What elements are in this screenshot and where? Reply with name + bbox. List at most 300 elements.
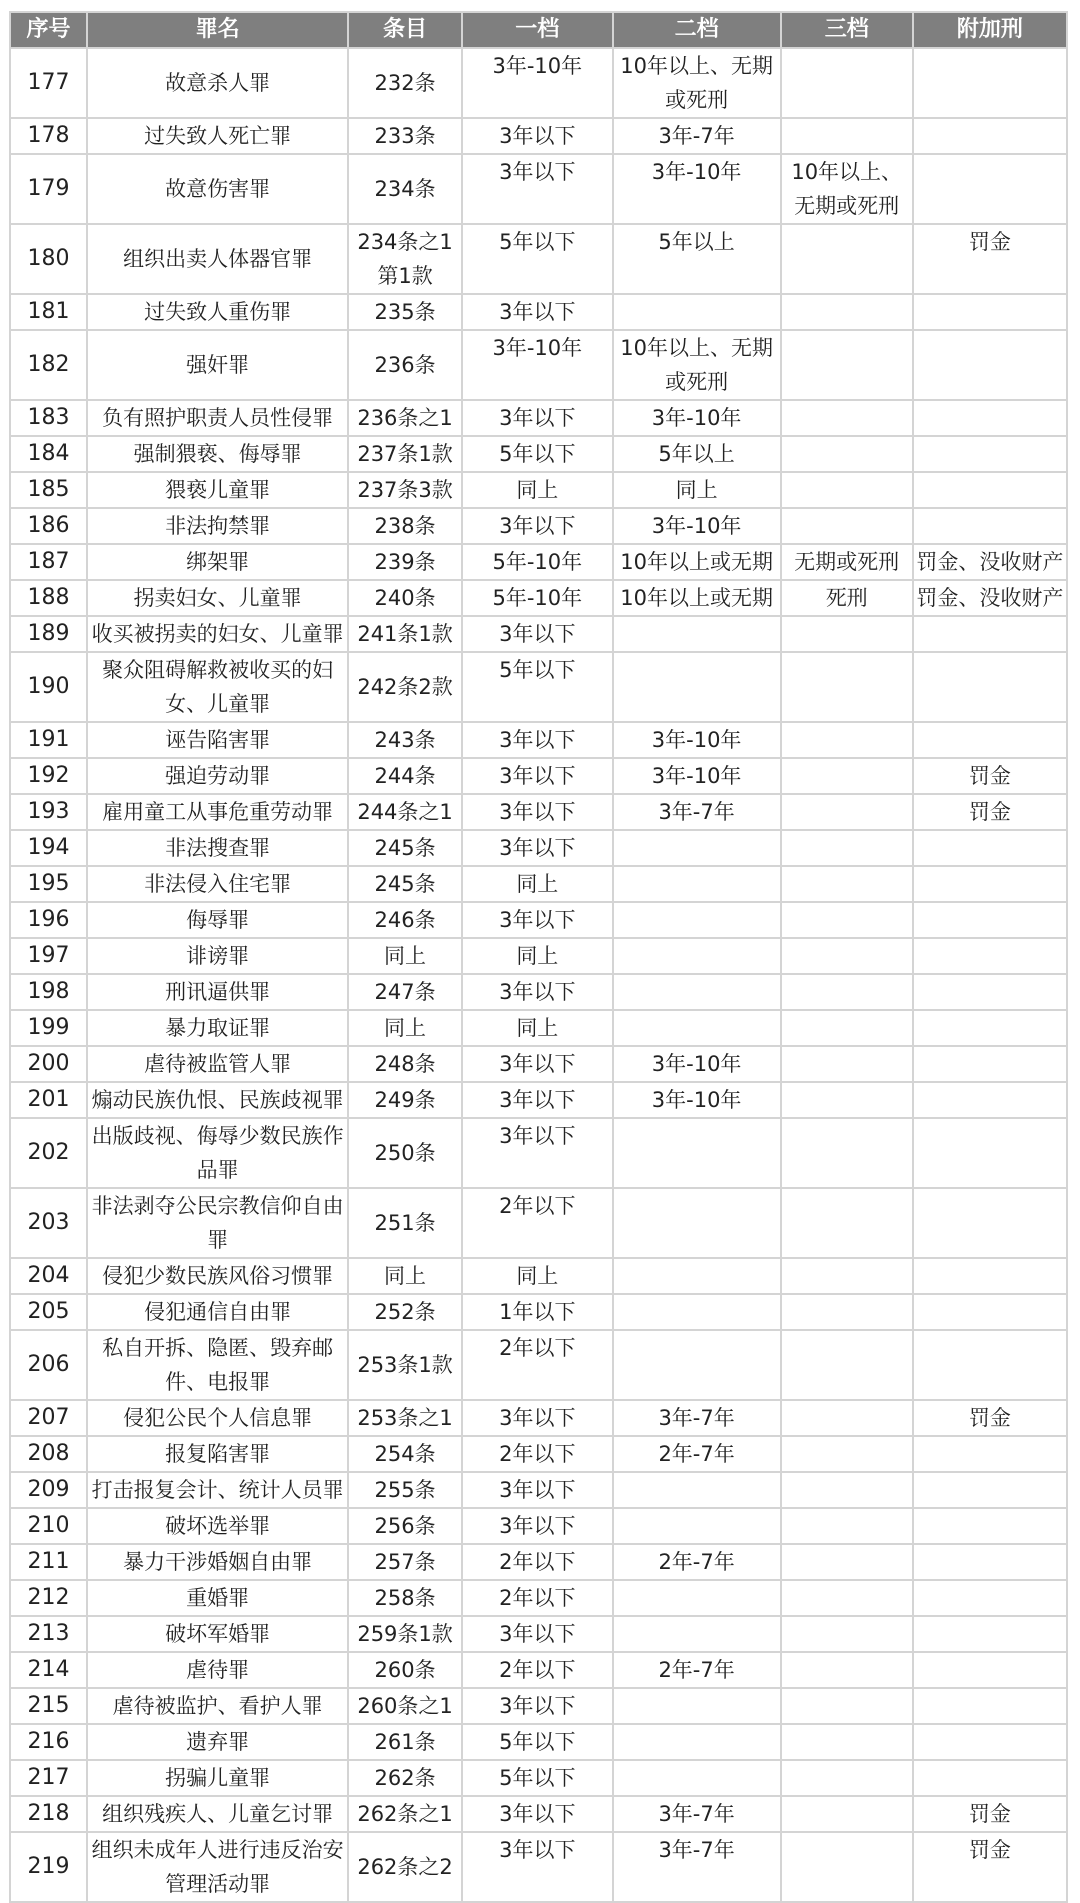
cell-tier-3	[781, 224, 913, 294]
cell-tier-2: 3年-10年	[613, 154, 781, 224]
table-row	[10, 1544, 1067, 1580]
cell-index: 181	[10, 294, 87, 330]
cell-index: 188	[10, 580, 87, 616]
table-row	[10, 830, 1067, 866]
cell-additional-penalty	[913, 1544, 1067, 1580]
cell-additional-penalty	[913, 1724, 1067, 1760]
cell-additional-penalty	[913, 436, 1067, 472]
cell-crime-name: 私自开拆、隐匿、毁弃邮件、电报罪	[87, 1330, 348, 1400]
cell-tier-1: 3年以下	[462, 1118, 613, 1188]
cell-additional-penalty	[913, 294, 1067, 330]
cell-tier-3	[781, 974, 913, 1010]
cell-article: 253条之1	[348, 1400, 462, 1436]
header-crime-name: 罪名	[87, 12, 348, 48]
cell-article: 239条	[348, 544, 462, 580]
cell-additional-penalty	[913, 1436, 1067, 1472]
cell-article: 同上	[348, 938, 462, 974]
table-row	[10, 1294, 1067, 1330]
cell-tier-1: 同上	[462, 1010, 613, 1046]
table-row	[10, 938, 1067, 974]
cell-tier-1: 3年以下	[462, 974, 613, 1010]
cell-tier-3	[781, 1688, 913, 1724]
cell-index: 219	[10, 1832, 87, 1902]
cell-tier-2	[613, 1580, 781, 1616]
cell-crime-name: 侮辱罪	[87, 902, 348, 938]
cell-tier-3: 死刑	[781, 580, 913, 616]
table-row	[10, 794, 1067, 830]
cell-tier-1: 5年以下	[462, 224, 613, 294]
cell-tier-2	[613, 830, 781, 866]
table-row	[10, 1760, 1067, 1796]
cell-additional-penalty	[913, 974, 1067, 1010]
cell-tier-3	[781, 652, 913, 722]
cell-tier-2: 3年-10年	[613, 508, 781, 544]
cell-additional-penalty	[913, 330, 1067, 400]
cell-additional-penalty: 罚金	[913, 1796, 1067, 1832]
cell-tier-3	[781, 1796, 913, 1832]
cell-tier-3	[781, 616, 913, 652]
cell-additional-penalty	[913, 118, 1067, 154]
cell-article: 255条	[348, 1472, 462, 1508]
cell-additional-penalty	[913, 938, 1067, 974]
cell-additional-penalty	[913, 1580, 1067, 1616]
cell-crime-name: 故意杀人罪	[87, 48, 348, 118]
cell-tier-2	[613, 866, 781, 902]
cell-tier-3	[781, 48, 913, 118]
cell-tier-3	[781, 938, 913, 974]
cell-crime-name: 绑架罪	[87, 544, 348, 580]
cell-crime-name: 暴力干涉婚姻自由罪	[87, 1544, 348, 1580]
table-body	[10, 48, 1067, 1902]
cell-tier-2: 2年-7年	[613, 1436, 781, 1472]
header-tier-3: 三档	[781, 12, 913, 48]
cell-tier-3	[781, 1472, 913, 1508]
table-row	[10, 758, 1067, 794]
cell-additional-penalty	[913, 830, 1067, 866]
table-row	[10, 974, 1067, 1010]
cell-tier-2: 同上	[613, 472, 781, 508]
cell-tier-2	[613, 1294, 781, 1330]
cell-article: 253条1款	[348, 1330, 462, 1400]
cell-crime-name: 拐卖妇女、儿童罪	[87, 580, 348, 616]
cell-crime-name: 暴力取证罪	[87, 1010, 348, 1046]
cell-index: 198	[10, 974, 87, 1010]
cell-tier-3	[781, 472, 913, 508]
table-row	[10, 1688, 1067, 1724]
header-additional-penalty: 附加刑	[913, 12, 1067, 48]
cell-tier-2: 5年以上	[613, 224, 781, 294]
cell-crime-name: 强迫劳动罪	[87, 758, 348, 794]
cell-index: 210	[10, 1508, 87, 1544]
cell-additional-penalty	[913, 1616, 1067, 1652]
cell-tier-2	[613, 1688, 781, 1724]
cell-additional-penalty	[913, 1294, 1067, 1330]
cell-tier-2: 3年-7年	[613, 1796, 781, 1832]
cell-article: 262条	[348, 1760, 462, 1796]
cell-additional-penalty	[913, 1472, 1067, 1508]
cell-tier-2	[613, 1188, 781, 1258]
cell-tier-1: 2年以下	[462, 1330, 613, 1400]
cell-article: 259条1款	[348, 1616, 462, 1652]
cell-crime-name: 拐骗儿童罪	[87, 1760, 348, 1796]
cell-index: 180	[10, 224, 87, 294]
cell-tier-3	[781, 1330, 913, 1400]
cell-article: 242条2款	[348, 652, 462, 722]
cell-index: 214	[10, 1652, 87, 1688]
cell-article: 243条	[348, 722, 462, 758]
cell-tier-1: 2年以下	[462, 1436, 613, 1472]
table-row	[10, 48, 1067, 118]
cell-tier-3	[781, 1400, 913, 1436]
cell-crime-name: 侵犯少数民族风俗习惯罪	[87, 1258, 348, 1294]
cell-tier-2: 5年以上	[613, 436, 781, 472]
cell-tier-1: 3年以下	[462, 400, 613, 436]
header-tier-1: 一档	[462, 12, 613, 48]
cell-crime-name: 非法侵入住宅罪	[87, 866, 348, 902]
table-row	[10, 118, 1067, 154]
cell-tier-3	[781, 1724, 913, 1760]
table-row	[10, 652, 1067, 722]
cell-article: 236条	[348, 330, 462, 400]
cell-article: 237条3款	[348, 472, 462, 508]
cell-additional-penalty	[913, 48, 1067, 118]
cell-crime-name: 出版歧视、侮辱少数民族作品罪	[87, 1118, 348, 1188]
cell-tier-1: 3年以下	[462, 294, 613, 330]
table-row	[10, 866, 1067, 902]
cell-article: 262条之2	[348, 1832, 462, 1902]
cell-article: 234条	[348, 154, 462, 224]
cell-index: 207	[10, 1400, 87, 1436]
cell-tier-2	[613, 1472, 781, 1508]
table-row	[10, 1472, 1067, 1508]
cell-tier-2: 10年以上或无期	[613, 580, 781, 616]
table-row	[10, 544, 1067, 580]
table-row	[10, 400, 1067, 436]
cell-tier-3	[781, 1118, 913, 1188]
cell-index: 179	[10, 154, 87, 224]
cell-tier-1: 3年以下	[462, 154, 613, 224]
cell-tier-3	[781, 794, 913, 830]
cell-additional-penalty	[913, 722, 1067, 758]
cell-tier-1: 3年以下	[462, 1688, 613, 1724]
cell-crime-name: 刑讯逼供罪	[87, 974, 348, 1010]
table-row	[10, 330, 1067, 400]
cell-tier-3	[781, 1652, 913, 1688]
cell-tier-3	[781, 1544, 913, 1580]
cell-tier-2: 3年-7年	[613, 1832, 781, 1902]
cell-tier-1: 3年以下	[462, 1400, 613, 1436]
cell-tier-3	[781, 1832, 913, 1902]
table-row	[10, 1118, 1067, 1188]
cell-article: 235条	[348, 294, 462, 330]
cell-article: 248条	[348, 1046, 462, 1082]
cell-tier-1: 同上	[462, 1258, 613, 1294]
cell-article: 257条	[348, 1544, 462, 1580]
cell-tier-2	[613, 294, 781, 330]
cell-tier-2: 10年以上或无期	[613, 544, 781, 580]
cell-crime-name: 故意伤害罪	[87, 154, 348, 224]
cell-tier-1: 3年以下	[462, 1796, 613, 1832]
cell-crime-name: 打击报复会计、统计人员罪	[87, 1472, 348, 1508]
cell-tier-2	[613, 1724, 781, 1760]
cell-tier-3: 无期或死刑	[781, 544, 913, 580]
cell-tier-3	[781, 1760, 913, 1796]
cell-tier-3	[781, 436, 913, 472]
cell-article: 245条	[348, 830, 462, 866]
cell-crime-name: 遗弃罪	[87, 1724, 348, 1760]
cell-tier-1: 3年以下	[462, 1082, 613, 1118]
header-article: 条目	[348, 12, 462, 48]
cell-tier-3	[781, 1616, 913, 1652]
cell-tier-3	[781, 1046, 913, 1082]
cell-crime-name: 虐待被监护、看护人罪	[87, 1688, 348, 1724]
table-row	[10, 1724, 1067, 1760]
cell-crime-name: 重婚罪	[87, 1580, 348, 1616]
cell-index: 183	[10, 400, 87, 436]
cell-tier-1: 2年以下	[462, 1188, 613, 1258]
cell-crime-name: 破坏选举罪	[87, 1508, 348, 1544]
cell-index: 199	[10, 1010, 87, 1046]
cell-crime-name: 强制猥亵、侮辱罪	[87, 436, 348, 472]
cell-tier-3	[781, 1294, 913, 1330]
cell-index: 191	[10, 722, 87, 758]
cell-article: 244条	[348, 758, 462, 794]
cell-tier-3	[781, 1010, 913, 1046]
cell-tier-1: 3年以下	[462, 758, 613, 794]
cell-tier-1: 5年以下	[462, 1760, 613, 1796]
cell-tier-1: 同上	[462, 472, 613, 508]
cell-tier-3	[781, 866, 913, 902]
cell-additional-penalty: 罚金	[913, 1400, 1067, 1436]
cell-tier-1: 3年以下	[462, 1472, 613, 1508]
table-row	[10, 616, 1067, 652]
cell-crime-name: 虐待罪	[87, 1652, 348, 1688]
cell-article: 244条之1	[348, 794, 462, 830]
table-row	[10, 1400, 1067, 1436]
header-index: 序号	[10, 12, 87, 48]
cell-article: 254条	[348, 1436, 462, 1472]
table-row	[10, 1508, 1067, 1544]
cell-crime-name: 雇用童工从事危重劳动罪	[87, 794, 348, 830]
table-row	[10, 1616, 1067, 1652]
cell-index: 215	[10, 1688, 87, 1724]
cell-tier-1: 3年以下	[462, 1616, 613, 1652]
table-header	[10, 12, 1067, 48]
cell-tier-1: 3年以下	[462, 1832, 613, 1902]
table-row	[10, 224, 1067, 294]
cell-article: 241条1款	[348, 616, 462, 652]
cell-tier-1: 5年以下	[462, 652, 613, 722]
table-row	[10, 1188, 1067, 1258]
cell-index: 185	[10, 472, 87, 508]
header-tier-2: 二档	[613, 12, 781, 48]
table-row	[10, 580, 1067, 616]
table-row	[10, 1652, 1067, 1688]
cell-index: 193	[10, 794, 87, 830]
cell-additional-penalty	[913, 1118, 1067, 1188]
cell-tier-1: 2年以下	[462, 1544, 613, 1580]
cell-crime-name: 侵犯公民个人信息罪	[87, 1400, 348, 1436]
cell-tier-1: 3年以下	[462, 1046, 613, 1082]
table-row	[10, 1580, 1067, 1616]
cell-tier-1: 2年以下	[462, 1580, 613, 1616]
cell-index: 197	[10, 938, 87, 974]
cell-tier-1: 5年-10年	[462, 544, 613, 580]
cell-crime-name: 猥亵儿童罪	[87, 472, 348, 508]
cell-index: 190	[10, 652, 87, 722]
cell-tier-1: 3年以下	[462, 794, 613, 830]
penalty-table	[9, 11, 1068, 1903]
cell-additional-penalty	[913, 866, 1067, 902]
cell-index: 189	[10, 616, 87, 652]
cell-index: 217	[10, 1760, 87, 1796]
cell-additional-penalty	[913, 472, 1067, 508]
table-row	[10, 1832, 1067, 1902]
cell-index: 194	[10, 830, 87, 866]
cell-tier-3	[781, 1580, 913, 1616]
cell-index: 196	[10, 902, 87, 938]
cell-tier-1: 2年以下	[462, 1652, 613, 1688]
cell-tier-2: 3年-10年	[613, 1082, 781, 1118]
cell-tier-3	[781, 758, 913, 794]
table-row	[10, 1330, 1067, 1400]
cell-crime-name: 过失致人重伤罪	[87, 294, 348, 330]
cell-index: 206	[10, 1330, 87, 1400]
cell-crime-name: 诽谤罪	[87, 938, 348, 974]
cell-article: 262条之1	[348, 1796, 462, 1832]
table-row	[10, 294, 1067, 330]
cell-tier-3	[781, 1188, 913, 1258]
cell-tier-1: 5年以下	[462, 436, 613, 472]
cell-additional-penalty: 罚金	[913, 1832, 1067, 1902]
cell-tier-1: 3年以下	[462, 616, 613, 652]
cell-tier-2: 2年-7年	[613, 1544, 781, 1580]
cell-tier-1: 同上	[462, 938, 613, 974]
cell-article: 同上	[348, 1010, 462, 1046]
cell-article: 260条之1	[348, 1688, 462, 1724]
cell-crime-name: 组织残疾人、儿童乞讨罪	[87, 1796, 348, 1832]
cell-article: 256条	[348, 1508, 462, 1544]
cell-tier-1: 3年-10年	[462, 330, 613, 400]
cell-tier-3	[781, 830, 913, 866]
cell-tier-2: 3年-10年	[613, 1046, 781, 1082]
cell-article: 240条	[348, 580, 462, 616]
cell-tier-2: 10年以上、无期或死刑	[613, 48, 781, 118]
cell-tier-2: 3年-7年	[613, 1400, 781, 1436]
cell-tier-3	[781, 1508, 913, 1544]
cell-index: 184	[10, 436, 87, 472]
penalty-table-container	[9, 11, 1068, 1903]
cell-tier-3	[781, 722, 913, 758]
cell-additional-penalty	[913, 508, 1067, 544]
table-row	[10, 722, 1067, 758]
cell-tier-2	[613, 902, 781, 938]
cell-article: 251条	[348, 1188, 462, 1258]
table-row	[10, 902, 1067, 938]
cell-index: 202	[10, 1118, 87, 1188]
table-row	[10, 472, 1067, 508]
cell-article: 258条	[348, 1580, 462, 1616]
cell-article: 236条之1	[348, 400, 462, 436]
cell-index: 213	[10, 1616, 87, 1652]
cell-additional-penalty	[913, 902, 1067, 938]
cell-article: 234条之1第1款	[348, 224, 462, 294]
cell-index: 201	[10, 1082, 87, 1118]
cell-index: 177	[10, 48, 87, 118]
cell-crime-name: 煽动民族仇恨、民族歧视罪	[87, 1082, 348, 1118]
cell-additional-penalty	[913, 1760, 1067, 1796]
cell-article: 233条	[348, 118, 462, 154]
cell-additional-penalty: 罚金	[913, 794, 1067, 830]
cell-tier-2	[613, 1010, 781, 1046]
cell-tier-2	[613, 1616, 781, 1652]
cell-additional-penalty	[913, 652, 1067, 722]
cell-tier-3	[781, 118, 913, 154]
cell-tier-2: 3年-7年	[613, 118, 781, 154]
cell-additional-penalty	[913, 1688, 1067, 1724]
cell-crime-name: 收买被拐卖的妇女、儿童罪	[87, 616, 348, 652]
cell-crime-name: 非法拘禁罪	[87, 508, 348, 544]
cell-tier-2: 3年-10年	[613, 400, 781, 436]
cell-additional-penalty: 罚金	[913, 224, 1067, 294]
cell-tier-2: 3年-10年	[613, 722, 781, 758]
cell-tier-1: 同上	[462, 866, 613, 902]
cell-tier-2	[613, 1330, 781, 1400]
cell-tier-3	[781, 1436, 913, 1472]
cell-additional-penalty	[913, 154, 1067, 224]
cell-tier-2	[613, 1258, 781, 1294]
cell-tier-3	[781, 400, 913, 436]
cell-crime-name: 负有照护职责人员性侵罪	[87, 400, 348, 436]
cell-crime-name: 聚众阻碍解救被收买的妇女、儿童罪	[87, 652, 348, 722]
cell-tier-1: 5年以下	[462, 1724, 613, 1760]
cell-tier-1: 5年-10年	[462, 580, 613, 616]
cell-index: 212	[10, 1580, 87, 1616]
cell-tier-3	[781, 1258, 913, 1294]
cell-crime-name: 组织未成年人进行违反治安管理活动罪	[87, 1832, 348, 1902]
cell-index: 200	[10, 1046, 87, 1082]
cell-tier-2	[613, 616, 781, 652]
cell-tier-3	[781, 330, 913, 400]
cell-tier-1: 3年以下	[462, 118, 613, 154]
cell-tier-2	[613, 1118, 781, 1188]
table-row	[10, 1796, 1067, 1832]
cell-additional-penalty	[913, 1188, 1067, 1258]
cell-crime-name: 虐待被监管人罪	[87, 1046, 348, 1082]
cell-crime-name: 组织出卖人体器官罪	[87, 224, 348, 294]
cell-tier-1: 3年以下	[462, 508, 613, 544]
cell-tier-2	[613, 1508, 781, 1544]
cell-index: 192	[10, 758, 87, 794]
table-row	[10, 154, 1067, 224]
cell-crime-name: 报复陷害罪	[87, 1436, 348, 1472]
cell-index: 208	[10, 1436, 87, 1472]
cell-article: 232条	[348, 48, 462, 118]
table-row	[10, 1436, 1067, 1472]
cell-article: 238条	[348, 508, 462, 544]
cell-tier-2	[613, 1760, 781, 1796]
cell-tier-3	[781, 294, 913, 330]
cell-additional-penalty	[913, 1508, 1067, 1544]
table-row	[10, 508, 1067, 544]
cell-article: 252条	[348, 1294, 462, 1330]
table-row	[10, 436, 1067, 472]
cell-tier-3	[781, 508, 913, 544]
cell-index: 216	[10, 1724, 87, 1760]
cell-tier-1: 3年-10年	[462, 48, 613, 118]
cell-tier-3	[781, 1082, 913, 1118]
cell-crime-name: 非法搜查罪	[87, 830, 348, 866]
